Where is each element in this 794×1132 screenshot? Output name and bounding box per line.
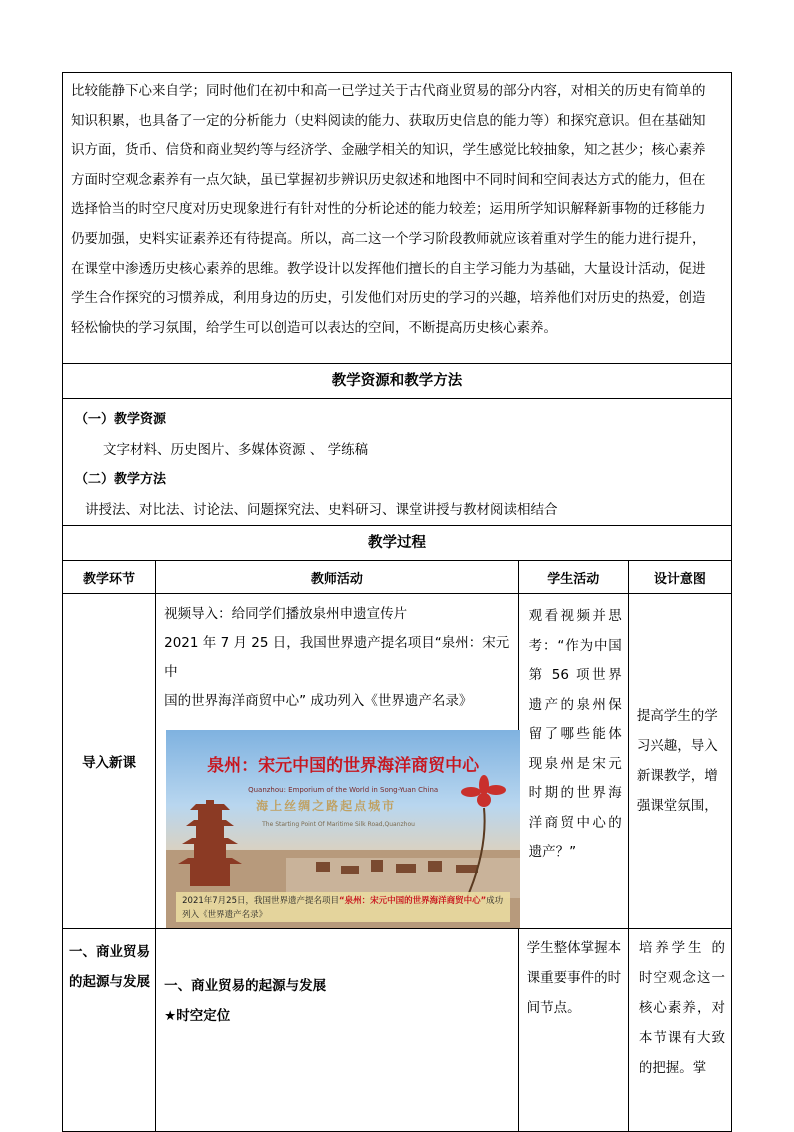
student-activity-cell: 观看视频并思考：“作为中国第 56 项世界遗产的泉州保留了哪些能体现泉州是宋元时期的世界海洋商贸中心的遗产？” (518, 594, 628, 929)
column-header-stage: 教学环节 (63, 561, 156, 594)
design-intent-cell: 提高学生的学习兴趣，导入新课教学，增强课堂氛围， (628, 594, 731, 929)
analysis-line: 选择恰当的时空尺度对历史现象进行有针对性的分析论述的能力较差；运用所学知识解释新事物的迁移能力 (71, 201, 706, 218)
analysis-line: 学生合作探究的习惯养成，利用身边的历史，引发他们对历史的学习的兴趣，培养他们对历史的热爱，创造 (71, 290, 706, 307)
teacher-line: 2021 年 7 月 25 日，我国世界遗产提名项目“泉州：宋元中 (164, 635, 510, 680)
teacher-line: 国的世界海洋商贸中心” 成功列入《世界遗产名录》 (164, 693, 473, 709)
poster-calligraphy-en: The Starting Point Of Maritime Silk Road,Quanzhou (262, 821, 415, 828)
column-header-teacher: 教师活动 (156, 561, 519, 594)
poster-title: 泉州：宋元中国的世界海洋商贸中心 (207, 756, 480, 776)
analysis-line: 方面时空观念素养有一点欠缺，虽已掌握初步辨识历史叙述和地图中不同时间和空间表达方式的能力，但在 (71, 171, 706, 188)
resources-cell (63, 399, 732, 526)
quanzhou-poster-image (166, 730, 520, 928)
teacher-section-sub: ★时空定位 (164, 1008, 231, 1024)
table-row (63, 929, 732, 1132)
lesson-plan-table (62, 72, 732, 1132)
caption-prefix: 2021年7月25日，我国世界遗产提名项目 (182, 896, 339, 906)
column-header-student: 学生活动 (518, 561, 628, 594)
analysis-line: 仍要加强，史料实证素养还有待提高。所以，高二这一个学习阶段教师就应该着重对学生的能力进行提升， (71, 230, 706, 247)
teacher-activity-cell (156, 929, 519, 1132)
teacher-line: 视频导入：给同学们播放泉州申遗宣传片 (164, 606, 408, 622)
design-intent-cell: 培养学生 的 时空观念这一核心素养，对本节课有大致的把握。掌 (628, 929, 731, 1132)
poster-subtitle: Quanzhou: Emporium of the World in Song-Yuan China (248, 786, 439, 794)
analysis-line: 知识积累，也具备了一定的分析能力（史料阅读的能力、获取历史信息的能力等）和探究意识。但在基础知 (71, 112, 706, 129)
student-activity-cell: 学生整体掌握本课重要事件的时间节点。 (518, 929, 628, 1132)
column-header-design: 设计意图 (628, 561, 731, 594)
methods-text: 讲授法、对比法、讨论法、问题探究法、史料研习、课堂讲授与教材阅读相结合 (85, 502, 558, 518)
analysis-line: 轻松愉快的学习氛围，给学生可以创造可以表达的空间，不断提高历史核心素养。 (71, 319, 557, 336)
poster-calligraphy: 海上丝绸之路起点城市 (256, 799, 397, 813)
teacher-activity-cell (156, 594, 519, 929)
analysis-line: 在课堂中渗透历史核心素养的思维。教学设计以发挥他们擅长的自主学习能力为基础，大量设计活动，促进 (71, 260, 706, 277)
resources-text: 文字材料、历史图片、多媒体资源 、 学练稿 (103, 442, 369, 458)
teacher-section-title: 一、商业贸易的起源与发展 (164, 978, 327, 994)
document-page (62, 72, 732, 1132)
poster-caption (176, 892, 510, 922)
analysis-line: 识方面，货币、信贷和商业契约等与经济学、金融学相关的知识，学生感觉比较抽象，知之甚少；核心素养 (71, 142, 706, 159)
resources-subheading: （一）教学资源 (75, 412, 167, 427)
stage-cell: 一、商业贸易的起源与发展 (63, 929, 156, 1132)
student-analysis-cell (63, 73, 732, 364)
stage-cell: 导入新课 (63, 594, 156, 929)
methods-subheading: （二）教学方法 (75, 472, 167, 487)
caption-suffix: 成功列入《世界遗产名录》 (182, 896, 504, 920)
analysis-line: 比较能静下心来自学；同时他们在初中和高一已学过关于古代商业贸易的部分内容，对相关的历史有简单的 (71, 83, 706, 99)
resources-header: 教学资源和教学方法 (63, 364, 732, 399)
caption-highlight: “泉州：宋元中国的世界海洋商贸中心” (338, 896, 487, 906)
table-row (63, 594, 732, 929)
process-header: 教学过程 (63, 526, 732, 561)
